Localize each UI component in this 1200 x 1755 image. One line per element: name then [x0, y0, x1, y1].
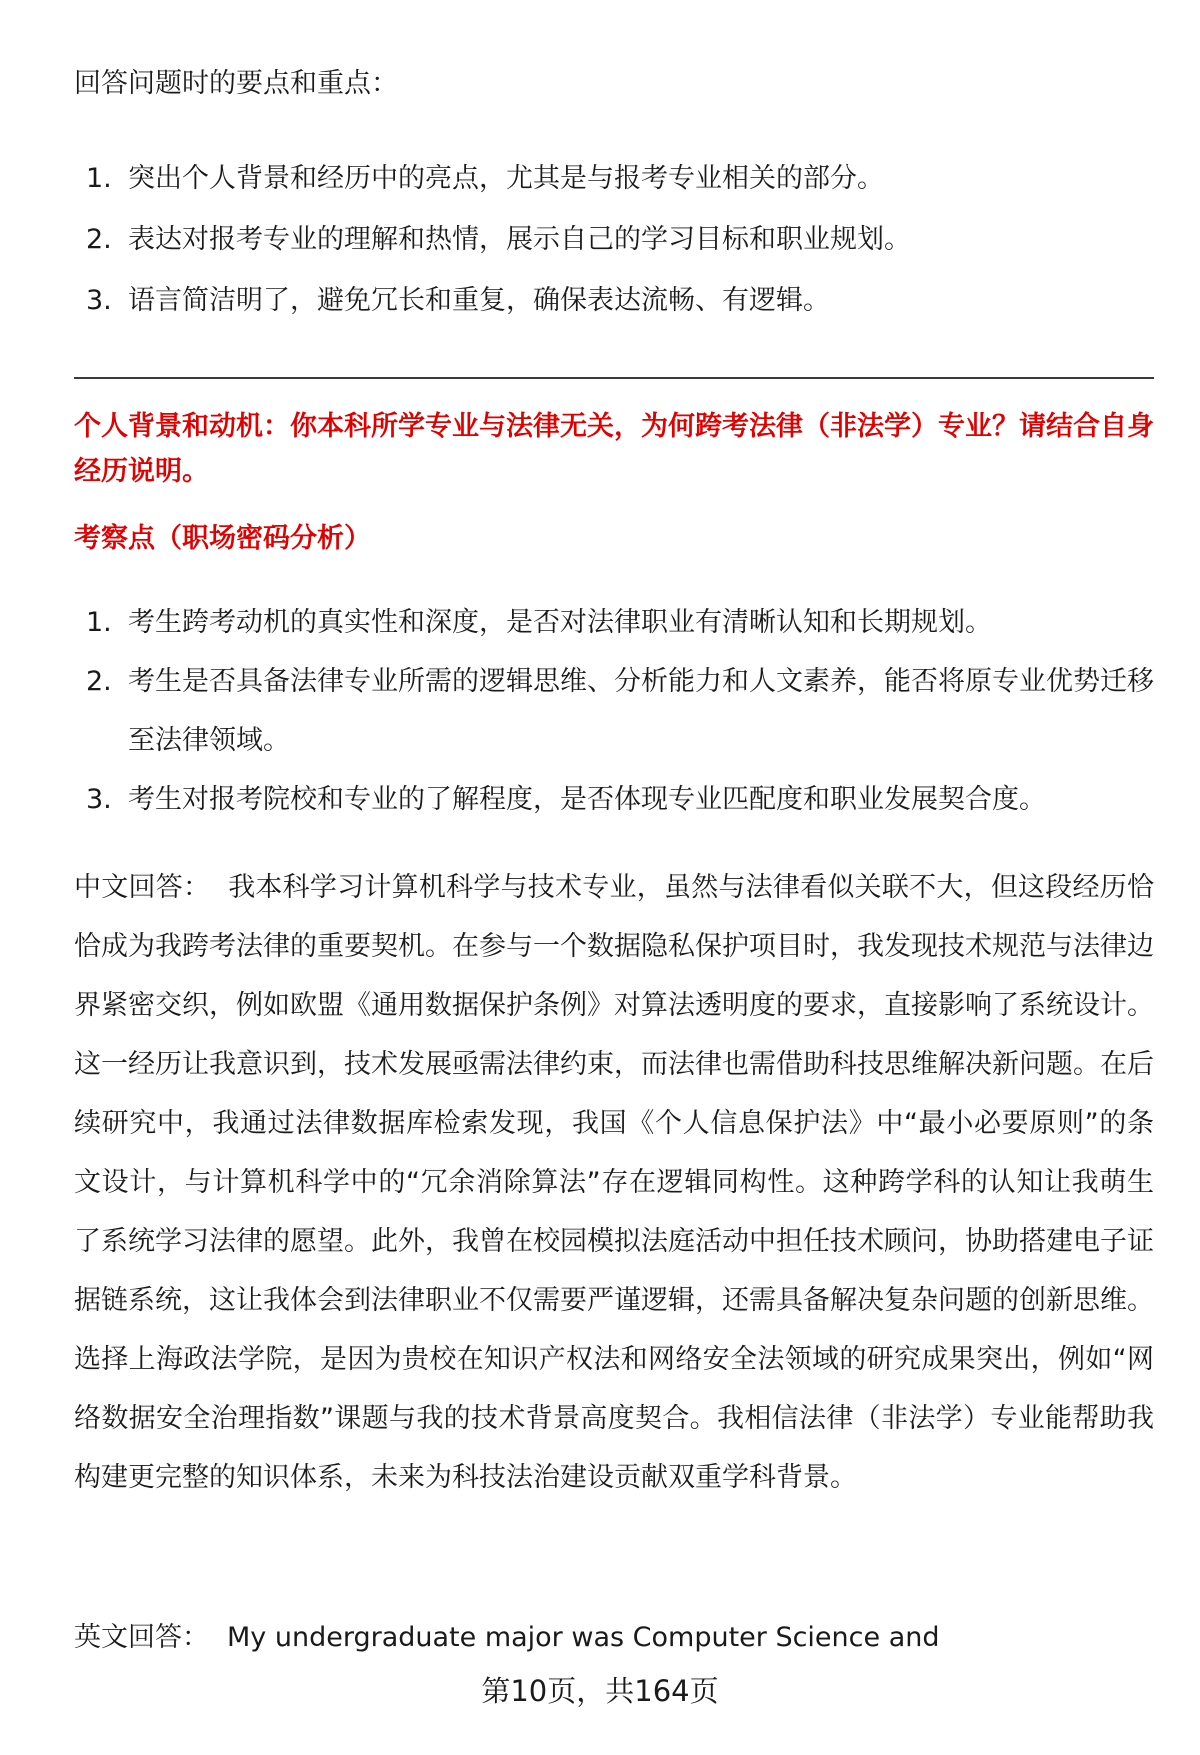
chinese-answer-label: 中文回答：: [74, 872, 211, 903]
list-item-text: 语言简洁明了，避免冗长和重复，确保表达流畅、有逻辑。: [128, 285, 830, 316]
page-footer: 第10页，共164页: [481, 1674, 719, 1708]
list-item-text: 考生是否具备法律专业所需的逻辑思维、分析能力和人文素养，能否将原专业优势迁移至法律领域。: [128, 666, 1154, 756]
list-item: [74, 770, 1154, 829]
list-number: 3.: [86, 285, 112, 316]
list-item-text: 表达对报考专业的理解和热情，展示自己的学习目标和职业规划。: [128, 224, 911, 255]
list-item: [74, 149, 1154, 210]
list-item: [74, 593, 1154, 652]
list-item: [74, 271, 1154, 332]
english-answer-text: My undergraduate major was Computer Science and: [227, 1622, 940, 1653]
document-page: [74, 0, 1154, 1755]
list-number: 3.: [86, 784, 112, 815]
chinese-answer-text: 我本科学习计算机科学与技术专业，虽然与法律看似关联不大，但这段经历恰恰成为我跨考法律的重要契机。在参与一个数据隐私保护项目时，我发现技术规范与法律边界紧密交织，例如欧盟《通用数据保护条例》对算法透明度的要求，直接影响了系统设计。这一经历让我意识到，技术发展亟需法律约束，而法律也需借助科技思维解决新问题。在后续研究中，我通过法律数据库检索发现，我国《个人信息保护法》中“最小必要原则”的条文设计，与计算机科学中的“冗余消除算法”存在逻辑同构性。这种跨学科的认知让我萌生了系统学习法律的愿望。此外，我曾在校园模拟法庭活动中担任技术顾问，协助搭建电子证据链系统，这让我体会到法律职业不仅需要严谨逻辑，还需具备解决复杂问题的创新思维。选择上海政法学院，是因为贵校在知识产权法和网络安全法领域的研究成果突出，例如“网络数据安全治理指数”课题与我的技术背景高度契合。我相信法律（非法学）专业能帮助我构建更完整的知识体系，未来为科技法治建设贡献双重学科背景。: [74, 872, 1155, 1493]
intro-heading: 回答问题时的要点和重点：: [74, 68, 398, 99]
list-number: 2.: [86, 224, 112, 255]
section-title: 考察点（职场密码分析）: [74, 523, 371, 554]
list-item-text: 考生跨考动机的真实性和深度，是否对法律职业有清晰认知和长期规划。: [128, 607, 992, 638]
list-item-text: 考生对报考院校和专业的了解程度，是否体现专业匹配度和职业发展契合度。: [128, 784, 1046, 815]
section-divider: [74, 377, 1154, 379]
question-title: 个人背景和动机：你本科所学专业与法律无关，为何跨考法律（非法学）专业？请结合自身经历说明。: [74, 411, 1154, 487]
list-item: [74, 652, 1154, 770]
list-item: [74, 210, 1154, 271]
assessment-points-list: [74, 593, 1154, 829]
list-number: 2.: [86, 666, 112, 697]
tips-list: [74, 149, 1154, 332]
list-number: 1.: [86, 607, 112, 638]
english-answer: [74, 1608, 1154, 1667]
english-answer-label: 英文回答：: [74, 1622, 209, 1653]
chinese-answer: [74, 858, 1154, 1507]
list-number: 1.: [86, 163, 112, 194]
list-item-text: 突出个人背景和经历中的亮点，尤其是与报考专业相关的部分。: [128, 163, 884, 194]
